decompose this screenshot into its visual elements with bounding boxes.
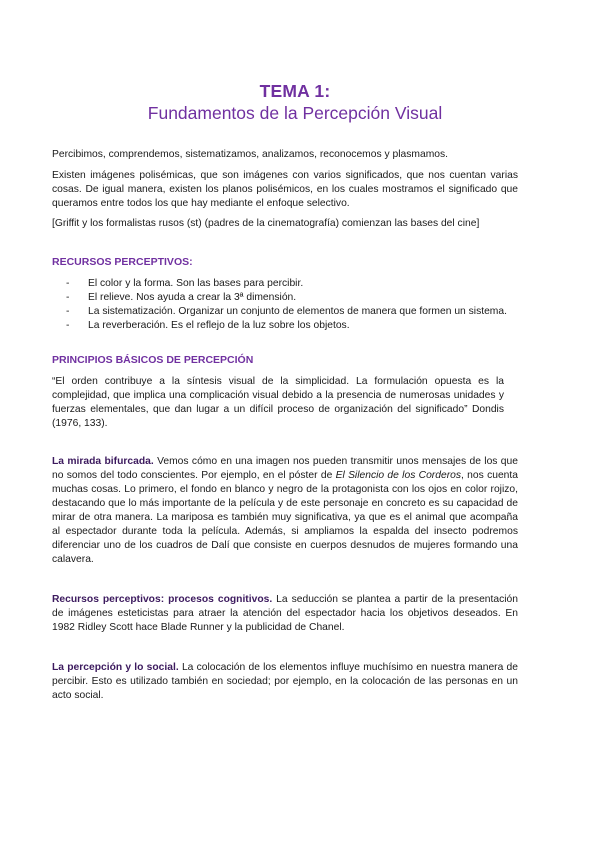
list-item <box>52 305 518 319</box>
bullet-dash: - <box>66 320 70 331</box>
mirada-text-b: , nos cuenta muchas cosas. Lo primero, el fondo en blanco y negro de la protagonista con los ojos en color rojizo, destacando que lo más importante de la película y de este personaje en concreto es su capacidad de mirar de otra manera. La mariposa es también muy significativa, ya que es el animal que acompaña al espectador durante toda la película. Además, si ampliamos la espalda del insecto podremos diferenciar uno de los cuadros de Dalí que consiste en cuerpos desnudos de mujeres formando una calavera. <box>52 470 518 565</box>
mirada-paragraph <box>52 455 518 567</box>
social-text: La colocación de los elementos influye muchísimo en nuestra manera de percibir. Esto es utilizado también en sociedad; por ejemplo, en la colocación de las personas en un acto social. <box>52 662 518 701</box>
recursos-heading: RECURSOS PERCEPTIVOS: <box>52 256 193 268</box>
cognitivos-lead: Recursos perceptivos: procesos cognitivos. <box>52 594 273 605</box>
list-item <box>52 277 518 291</box>
intro-paragraph-2: Existen imágenes polisémicas, que son imágenes con varios significados, que nos cuentan varias cosas. De igual manera, existen los planos polisémicos, en los cuales mostramos el significado que queramos entre todos los que hay mediante el enfoque selectivo. <box>52 170 518 209</box>
bullet-dash: - <box>66 292 70 303</box>
film-title: El Silencio de los Corderos <box>335 470 461 481</box>
intro-paragraph-3: [Griffit y los formalistas rusos (st) (padres de la cinematografía) comienzan las bases del cine] <box>52 218 480 229</box>
list-item-text: El relieve. Nos ayuda a crear la 3ª dimensión. <box>88 292 297 303</box>
principios-heading: PRINCIPIOS BÁSICOS DE PERCEPCIÓN <box>52 354 254 366</box>
mirada-lead: La mirada bifurcada. <box>52 456 154 467</box>
cognitivos-paragraph <box>52 593 518 635</box>
list-item-text: El color y la forma. Son las bases para percibir. <box>88 278 304 289</box>
topic-number: TEMA 1: <box>259 81 331 101</box>
bullet-dash: - <box>66 278 70 289</box>
list-item-text: La sistematización. Organizar un conjunto de elementos de manera que formen un sistema. <box>88 306 507 317</box>
social-lead: La percepción y lo social. <box>52 662 179 673</box>
title-block <box>72 0 518 124</box>
recursos-list <box>52 277 518 333</box>
list-item-text: La reverberación. Es el reflejo de la luz sobre los objetos. <box>88 320 350 331</box>
social-paragraph <box>52 661 518 703</box>
dondis-quote: “El orden contribuye a la síntesis visual de la simplicidad. La formulación opuesta es la complejidad, que implica una complicación visual debido a la presencia de numerosas unidades y fuerzas elementales, que dan lugar a un difícil proceso de organización del significado” Dondis (1976, 133). <box>52 376 504 429</box>
cognitivos-text: La seducción se plantea a partir de la presentación de imágenes esteticistas para atraer la atención del espectador hacia los objetivos deseados. En 1982 Ridley Scott hace Blade Runner y la publicidad de Chanel. <box>52 594 519 633</box>
bullet-dash: - <box>66 306 70 317</box>
list-item <box>52 291 518 305</box>
list-item <box>52 319 518 333</box>
intro-paragraph-1: Percibimos, comprendemos, sistematizamos, analizamos, reconocemos y plasmamos. <box>52 149 449 160</box>
mirada-text-a: Vemos cómo en una imagen nos pueden transmitir unos mensajes de los que no somos del todo conscientes. Por ejemplo, en el póster de <box>52 456 518 481</box>
topic-title: Fundamentos de la Percepción Visual <box>147 103 443 123</box>
